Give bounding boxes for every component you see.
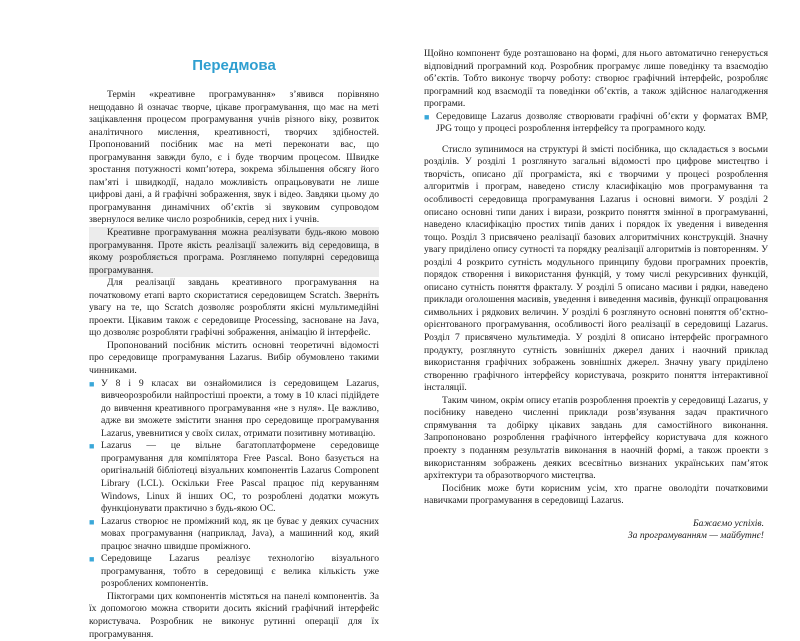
page-title: Передмова <box>192 57 276 74</box>
paragraph: Посібник може бути корисним усім, хто прагне оволодіти початковими навичками програмування в середовищі Lazarus. <box>424 482 768 507</box>
paragraph: Щойно компонент буде розташовано на формі, для нього автоматично генерується відповідний програмний код. Розробник програмує лише поведінку та взаємодію об’єктів. Тобто виконує творчу роботу: створює графічний інтерфейс, розробляє програмний код взаємодії та поведінки об’єктів, а також здійснює налагодження програми. <box>424 48 768 110</box>
list-item <box>89 378 379 441</box>
list-item-text: Lazarus — це вільне багатоплатформене середовище програмування для компілятора Free Pascal. Воно базується на оригінальній бібліотеці візуальних компонентів Lazarus Component Library (LCL). Оскільки Free Pascal працює під керуванням Windows, Linux й інших ОС, то розроблені додатки можуть функціонувати практично з будь-якою ОС. <box>101 440 379 515</box>
list-item <box>89 516 379 554</box>
paragraph: Піктограми цих компонентів містяться на панелі компонентів. За їх допомогою можна створити досить якісний графічний інтерфейс користувача. Розробник не виконує рутинні операції для їх програмування. <box>89 590 379 640</box>
left-page <box>89 0 379 641</box>
bullet-icon: ■ <box>89 441 95 452</box>
closing-motto: За програмуванням — майбутнє! <box>627 530 764 542</box>
paragraph-shaded: Креативне програмування можна реалізувати будь-якою мовою програмування. Проте якість реалізації залежить від середовища, в якому розробляється програма. Розглянемо популярні середовища програмування. <box>89 227 379 276</box>
list-item <box>424 111 768 136</box>
list-item <box>89 553 379 591</box>
paragraph: Стисло зупинимося на структурі й змісті посібника, що складається з восьми розділів. У розділі 1 розглянуто загальні відомості про цифрове мистецтво і творчість, описано дії програміста, які є творчими у процесі розроблення алгоритмів і програм, наведено стислу класифікацію мов програмування та особливості середовища програмування Lazarus і основні вимоги. У розділі 2 описано основні типи даних і вирази, розкрито поняття змінної в програмуванні, наведено класифікацію простих типів даних і порядок їх уведення і виведення тощо. Розділ 3 присвячено реалізації базових алгоритмічних конструкцій. Значну увагу приділено опису сутності та порядку реалізації алгоритмів із повторенням. У розділі 4 розкрито сутність модульного принципу будови програмних проектів, порядок створення і використання функцій, у тому числі рекурсивних функцій, описано сутність поняття фракталу. У розділі 5 описано масиви і рядки, наведено приклади оголошення масивів, уведення і виведення масивів, функції опрацювання символьних і рядкових величин. У розділі 6 розглянуто основні поняття об’єктно-орієнтованого програмування, особливості його реалізації в середовищі Lazarus. Розділ 7 присвячено мультимедіа. У розділі 8 описано інтерфейс програмного продукту, розглянуто сутність зовнішніх джерел даних і наочний приклад використання графічних зображень зовнішніх джерел. Значну увагу приділено створенню графічного інтерфейсу користувача, розкрито поняття інтерактивної інсталяції. <box>424 143 768 394</box>
list-item-text: Lazarus створює не проміжний код, як це буває у деяких сучасних мовах програмування (наприклад, Java), а машинний код, який працює значно швидше проміжного. <box>101 515 379 552</box>
list-item-text: Середовище Lazarus реалізує технологію візуального програмування, тобто в середовищі є велика кількість уже розроблених компонентів. <box>101 553 379 590</box>
paragraph: Для реалізації завдань креативного програмування на початковому етапі варто скористатися середовищем Scratch. Зверніть увагу на те, що Scratch дозволяє розробляти якісні мультимедійні проекти. Цікавим також є середовище Processing, засноване на Java, що дозволяє розробляти графічні зображення, анімацію й інтерфейс. <box>89 277 379 339</box>
list-item <box>89 440 379 515</box>
paragraph: Термін «креативне програмування» з’явився порівняно нещодавно й означає творче, цікаве програмування, що має на меті зацікавлення процесом програмування учнів різного віку, розвиток аналітичного мислення, креативності, творчих здібностей. Пропонований посібник має на меті переконати вас, що програмування завжди було, є і буде творчим процесом. Швидке зростання потужності комп’ютера, зокрема збільшення обсягу його пам’яті і швидкодії, надало можливість опрацьовувати не лише цифрові дані, а й графічні зображення, звук і відео. Завдяки цьому до програмування динамічних об’єктів зі звуковим супроводом звернулося велике число розробників, серед них і учнів. <box>89 89 379 226</box>
bullet-icon: ■ <box>89 554 95 565</box>
right-page <box>424 48 768 543</box>
paragraph: Пропонований посібник містить основні теоретичні відомості про середовище програмування Lazarus. Вибір обумовлено такими чинниками. <box>89 339 379 377</box>
bullet-icon: ■ <box>89 516 95 527</box>
list-item-text: Середовище Lazarus дозволяє створювати графічні об’єкти у форматах BMP, JPG тощо у процесі розроблення інтерфейсу та програмного коду. <box>436 110 768 135</box>
paragraph: Таким чином, окрім опису етапів розроблення проектів у середовищі Lazarus, у посібнику наведено численні приклади розв’язування задач практичного спрямування та добірку цікавих завдань для самостійного виконання. Запропоновано розроблення графічного інтерфейсу користувача для кожного проекту з поданням результатів виконання в наочній формі, а також проекти з використанням зображень деяких всесвітньо визнаних українських пам’яток архітектури та образотворчого мистецтва. <box>424 394 768 482</box>
bullet-icon: ■ <box>424 111 430 122</box>
bullet-icon: ■ <box>89 378 95 389</box>
list-item-text: У 8 і 9 класах ви ознайомилися із середовищем Lazarus, вивчеорозробили найпростіші проекти, а тому в 10 класі підійдете до вивчення креативного програмування «не з нуля». Це важливо, адже ви зможете змістити знання про середовище програмування Lazarus, увевнитися у своїх силах, отримати позитивну мотивацію. <box>101 377 379 439</box>
closing-wish: Бажаємо успіхів. <box>692 517 764 529</box>
